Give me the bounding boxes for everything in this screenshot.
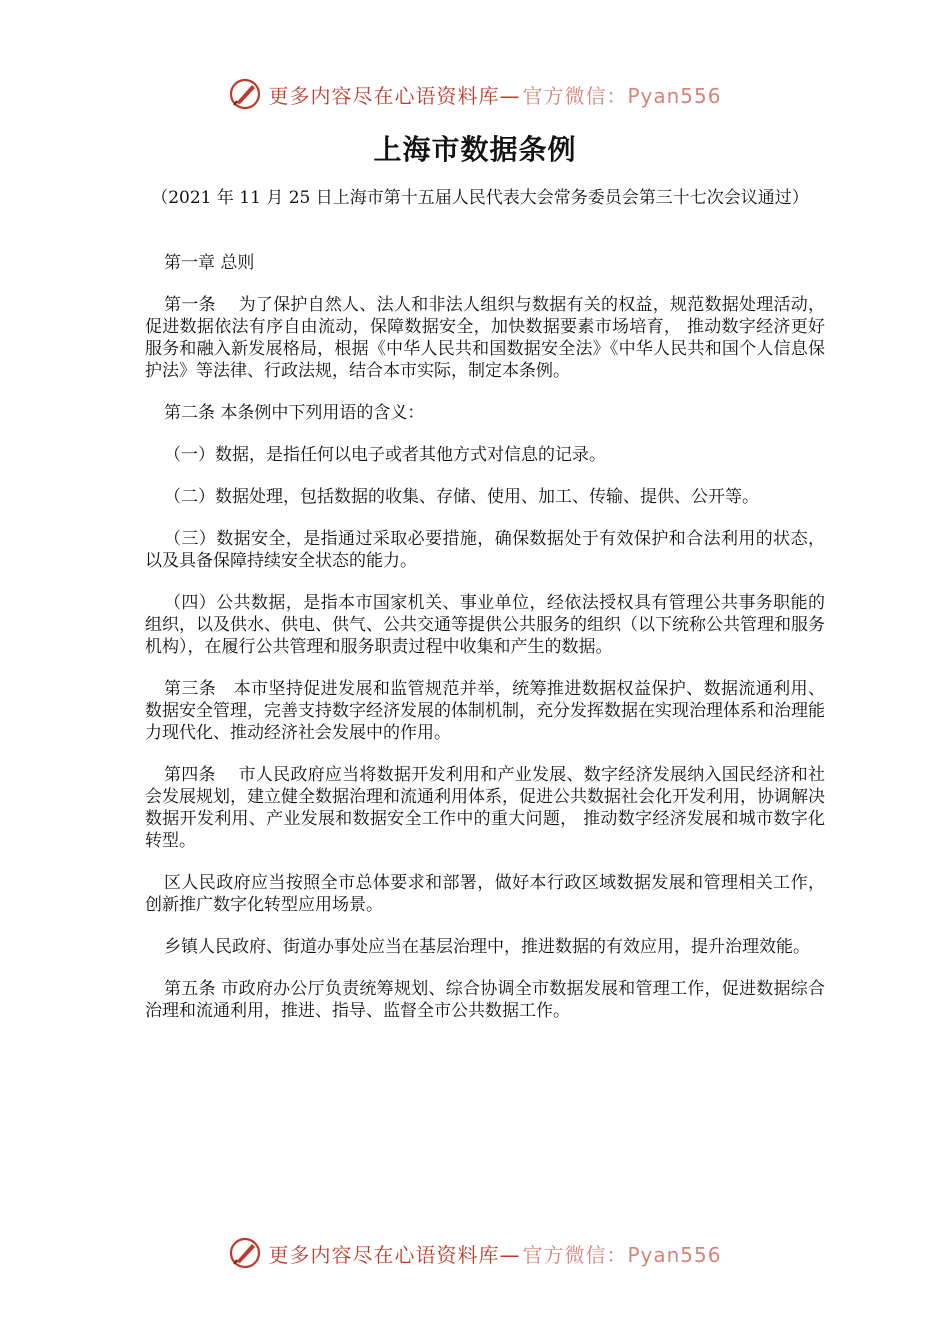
- document-title: 上海市数据条例: [373, 133, 577, 166]
- header-banner: [0, 74, 950, 114]
- article-2-item-3: （三）数据安全，是指通过采取必要措施，确保数据处于有效保护和合法利用的状态，以及具备保障持续安全状态的能力。: [145, 529, 825, 571]
- article-4: 第四条 市人民政府应当将数据开发利用和产业发展、数字经济发展纳入国民经济和社会发展规划，建立健全数据治理和流通利用体系，促进公共数据社会化开发利用，协调解决数据开发利用、产业发展和数据安全工作中的重大问题， 推动数字经济发展和城市数字化转型。: [145, 765, 825, 851]
- document-subtitle: （2021 年 11 月 25 日上海市第十五届人民代表大会常务委员会第三十七次会议通过）: [151, 188, 809, 208]
- banner-wechat: 官方微信：Pyan556: [522, 1242, 722, 1267]
- quill-pen-logo-icon: [228, 77, 262, 111]
- article-4-para-2: 区人民政府应当按照全市总体要求和部署，做好本行政区域数据发展和管理相关工作，创新推广数字化转型应用场景。: [145, 873, 825, 915]
- article-5: 第五条 市政府办公厅负责统筹规划、综合协调全市数据发展和管理工作，促进数据综合治理和流通利用，推进、指导、监督全市公共数据工作。: [145, 979, 825, 1021]
- article-2: 第二条 本条例中下列用语的含义：: [164, 403, 425, 423]
- banner-text: 更多内容尽在心语资料库—: [268, 83, 521, 108]
- banner-text: 更多内容尽在心语资料库—: [268, 1242, 521, 1267]
- document-body: [145, 252, 825, 1042]
- article-3: 第三条 本市坚持促进发展和监管规范并举，统筹推进数据权益保护、数据流通利用、数据安全管理，完善支持数字经济发展的体制机制，充分发挥数据在实现治理体系和治理能力现代化、推动经济社会发展中的作用。: [145, 679, 825, 743]
- article-2-item-2: （二）数据处理，包括数据的收集、存储、使用、加工、传输、提供、公开等。: [164, 487, 759, 507]
- article-2-item-1: （一）数据，是指任何以电子或者其他方式对信息的记录。: [164, 445, 606, 465]
- article-2-item-4: （四）公共数据，是指本市国家机关、事业单位，经依法授权具有管理公共事务职能的组织，以及供水、供电、供气、公共交通等提供公共服务的组织（以下统称公共管理和服务机构），在履行公共管理和服务职责过程中收集和产生的数据。: [145, 593, 825, 657]
- article-1: 第一条 为了保护自然人、法人和非法人组织与数据有关的权益，规范数据处理活动，促进数据依法有序自由流动，保障数据安全，加快数据要素市场培育， 推动数字经济更好服务和融入新发展格局，根据《中华人民共和国数据安全法》《中华人民共和国个人信息保护法》等法律、行政法规，结合本市实际，制定本条例。: [145, 295, 825, 381]
- quill-pen-logo-icon: [228, 1236, 262, 1270]
- article-4-para-3: 乡镇人民政府、街道办事处应当在基层治理中，推进数据的有效应用，提升治理效能。: [164, 937, 810, 957]
- banner-wechat: 官方微信：Pyan556: [522, 83, 722, 108]
- footer-banner: [0, 1233, 950, 1273]
- chapter-heading: 第一章 总则: [164, 253, 255, 273]
